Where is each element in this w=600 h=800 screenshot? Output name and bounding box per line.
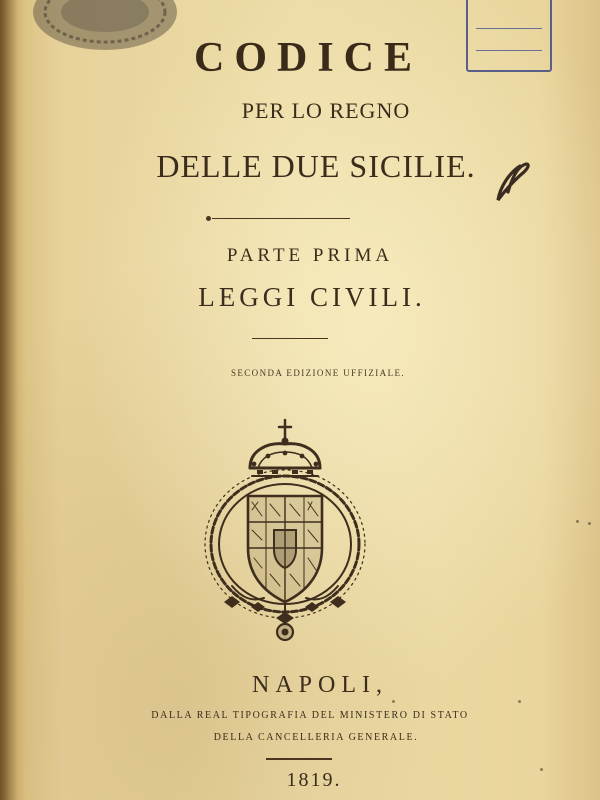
imprint-printer-line-2: DELLA CANCELLERIA GENERALE. bbox=[213, 732, 419, 743]
realm-title: DELLE DUE SICILIE. bbox=[156, 148, 476, 184]
imprint-city: NAPOLI, bbox=[252, 672, 388, 698]
paper-speck bbox=[392, 700, 395, 703]
paper-speck bbox=[588, 522, 591, 525]
part-label: PARTE PRIMA bbox=[226, 245, 394, 266]
label-rule bbox=[476, 28, 542, 29]
ornamental-rule bbox=[212, 218, 350, 219]
paper-speck bbox=[576, 520, 579, 523]
edition-note: SECONDA EDIZIONE UFFIZIALE. bbox=[230, 368, 406, 378]
royal-coat-of-arms-icon bbox=[202, 418, 368, 648]
page-title: CODICE bbox=[193, 35, 423, 81]
imprint-year: 1819. bbox=[286, 769, 342, 791]
subtitle: PER LO REGNO bbox=[241, 98, 411, 123]
imprint-printer-line-1: DALLA REAL TIPOGRAFIA DEL MINISTERO DI STATO bbox=[151, 710, 469, 721]
divider-rule bbox=[252, 338, 328, 339]
paper-speck bbox=[518, 700, 521, 703]
paper-speck bbox=[540, 768, 543, 771]
double-rule bbox=[266, 758, 332, 760]
part-title: LEGGI CIVILI. bbox=[198, 282, 426, 312]
